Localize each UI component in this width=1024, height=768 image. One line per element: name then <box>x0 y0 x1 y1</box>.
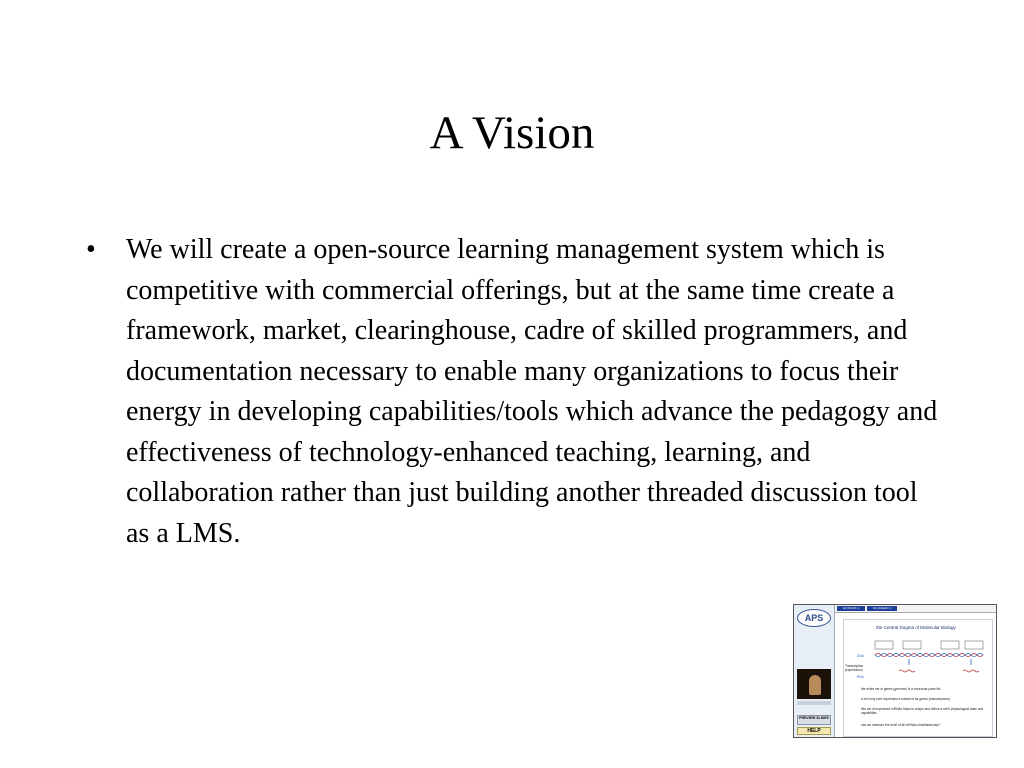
preview-slides-button: PREVIEW SLIDES <box>797 715 831 725</box>
thumb-slide-title: the Central Dogma of Molecular Biology <box>876 625 956 630</box>
rna-1 <box>899 670 915 672</box>
thumb-slide-area <box>835 613 997 738</box>
thumb-bullet: the entire set of genes (genome) is a molecular parts list <box>861 687 941 691</box>
video-controls <box>797 701 831 705</box>
lecture-screenshot-image <box>793 604 997 738</box>
rna-label: RNA <box>857 675 864 679</box>
aps-logo: APS <box>797 609 831 627</box>
slide-body <box>86 230 946 554</box>
thumb-bullet: a cell only ever expresses a subset of its genes (transcriptome) <box>861 697 951 701</box>
coding-box-1 <box>903 641 921 649</box>
bullet-item <box>86 230 946 554</box>
thumb-bullet: can we measure the level of all mRNAs simultaneously? <box>861 723 941 727</box>
central-dogma-diagram <box>845 635 991 677</box>
control-box-2 <box>941 641 959 649</box>
go-ahead-button: GO AHEAD 1 <box>867 606 897 611</box>
speaker-figure <box>809 675 821 695</box>
dna-label: DNA <box>857 654 864 658</box>
help-button: HELP <box>797 727 831 735</box>
thumb-bullet: this set of expressed mRNAs helps to shape and define a cell's physiological state and capabilities <box>861 707 984 715</box>
bullet-text: We will create a open-source learning management system which is competitive with commercial offerings, but at the same time create a framework, market, clearinghouse, cadre of skilled programmers, and documentation necessary to enable many organizations to focus their energy in developing capabilities/tools which advance the pedagogy and effectiveness of technology-enhanced teaching, learning, and collaboration rather than just building another threaded discussion tool as a LMS. <box>126 234 938 549</box>
bullet-icon: • <box>86 234 96 265</box>
thumb-topbar <box>835 605 997 613</box>
thumb-sidebar <box>794 605 835 738</box>
video-frame <box>797 669 831 699</box>
control-box-1 <box>875 641 893 649</box>
rna-2 <box>963 670 979 672</box>
go-back-button: GO BACK 1 <box>837 606 865 611</box>
slide-title: A Vision <box>429 107 595 159</box>
transcription-label: Transcription (expression) <box>845 664 864 672</box>
coding-box-2 <box>965 641 983 649</box>
